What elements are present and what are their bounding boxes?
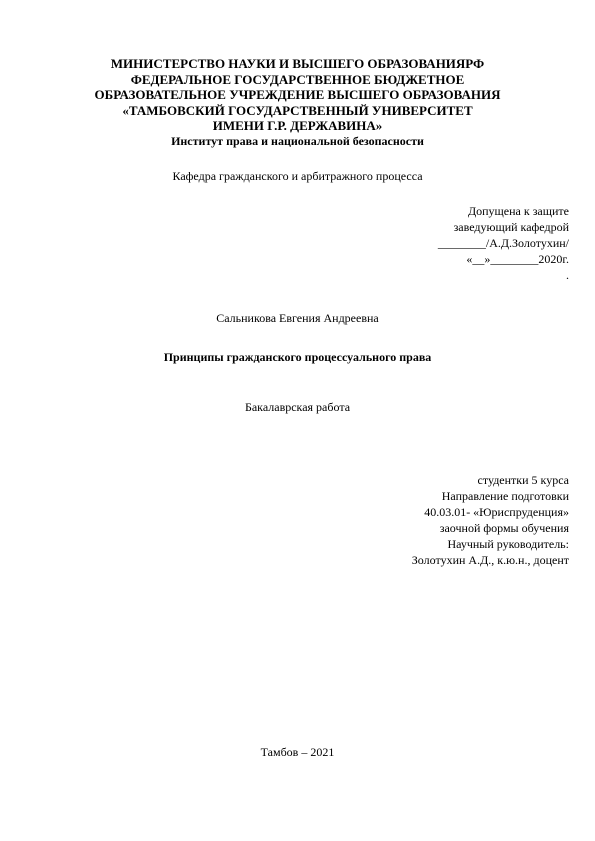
author-name: Сальникова Евгения Андреевна xyxy=(216,311,379,325)
approval-signature-line: ________/А.Д.Золотухин/ xyxy=(437,236,569,250)
approval-date-line: «__»________2020г. xyxy=(466,252,569,266)
student-info-line: 40.03.01- «Юриспруденция» xyxy=(424,505,569,519)
thesis-title: Принципы гражданского процессуального права xyxy=(163,350,432,364)
approval-line: заведующий кафедрой xyxy=(453,220,569,234)
supervisor-line: Золотухин А.Д., к.ю.н., доцент xyxy=(411,553,569,567)
university-name-line-2: ИМЕНИ Г.Р. ДЕРЖАВИНА» xyxy=(212,118,383,133)
student-info-line: студентки 5 курса xyxy=(477,473,569,487)
student-info-line: Направление подготовки xyxy=(441,489,569,503)
approval-block xyxy=(438,203,569,283)
approval-line: Допущена к защите xyxy=(467,204,569,218)
student-info-block xyxy=(412,472,569,568)
city-year: Тамбов – 2021 xyxy=(260,745,335,759)
ministry-header xyxy=(40,56,555,149)
student-info-line: Научный руководитель: xyxy=(447,537,569,551)
department-name: Кафедра гражданского и арбитражного процесса xyxy=(172,169,423,183)
work-type: Бакалаврская работа xyxy=(244,400,351,414)
institute-name: Институт права и национальной безопасности xyxy=(171,133,424,148)
ministry-line: МИНИСТЕРСТВО НАУКИ И ВЫСШЕГО ОБРАЗОВАНИЯРФ xyxy=(110,56,485,71)
student-info-line: заочной формы обучения xyxy=(439,521,569,535)
institution-type-line-2: ОБРАЗОВАТЕЛЬНОЕ УЧРЕЖДЕНИЕ ВЫСШЕГО ОБРАЗОВАНИЯ xyxy=(94,87,501,102)
approval-line: . xyxy=(566,268,569,282)
institution-type-line: ФЕДЕРАЛЬНОЕ ГОСУДАРСТВЕННОЕ БЮДЖЕТНОЕ xyxy=(130,71,465,87)
university-name-line: «ТАМБОВСКИЙ ГОСУДАРСТВЕННЫЙ УНИВЕРСИТЕТ xyxy=(122,102,473,118)
